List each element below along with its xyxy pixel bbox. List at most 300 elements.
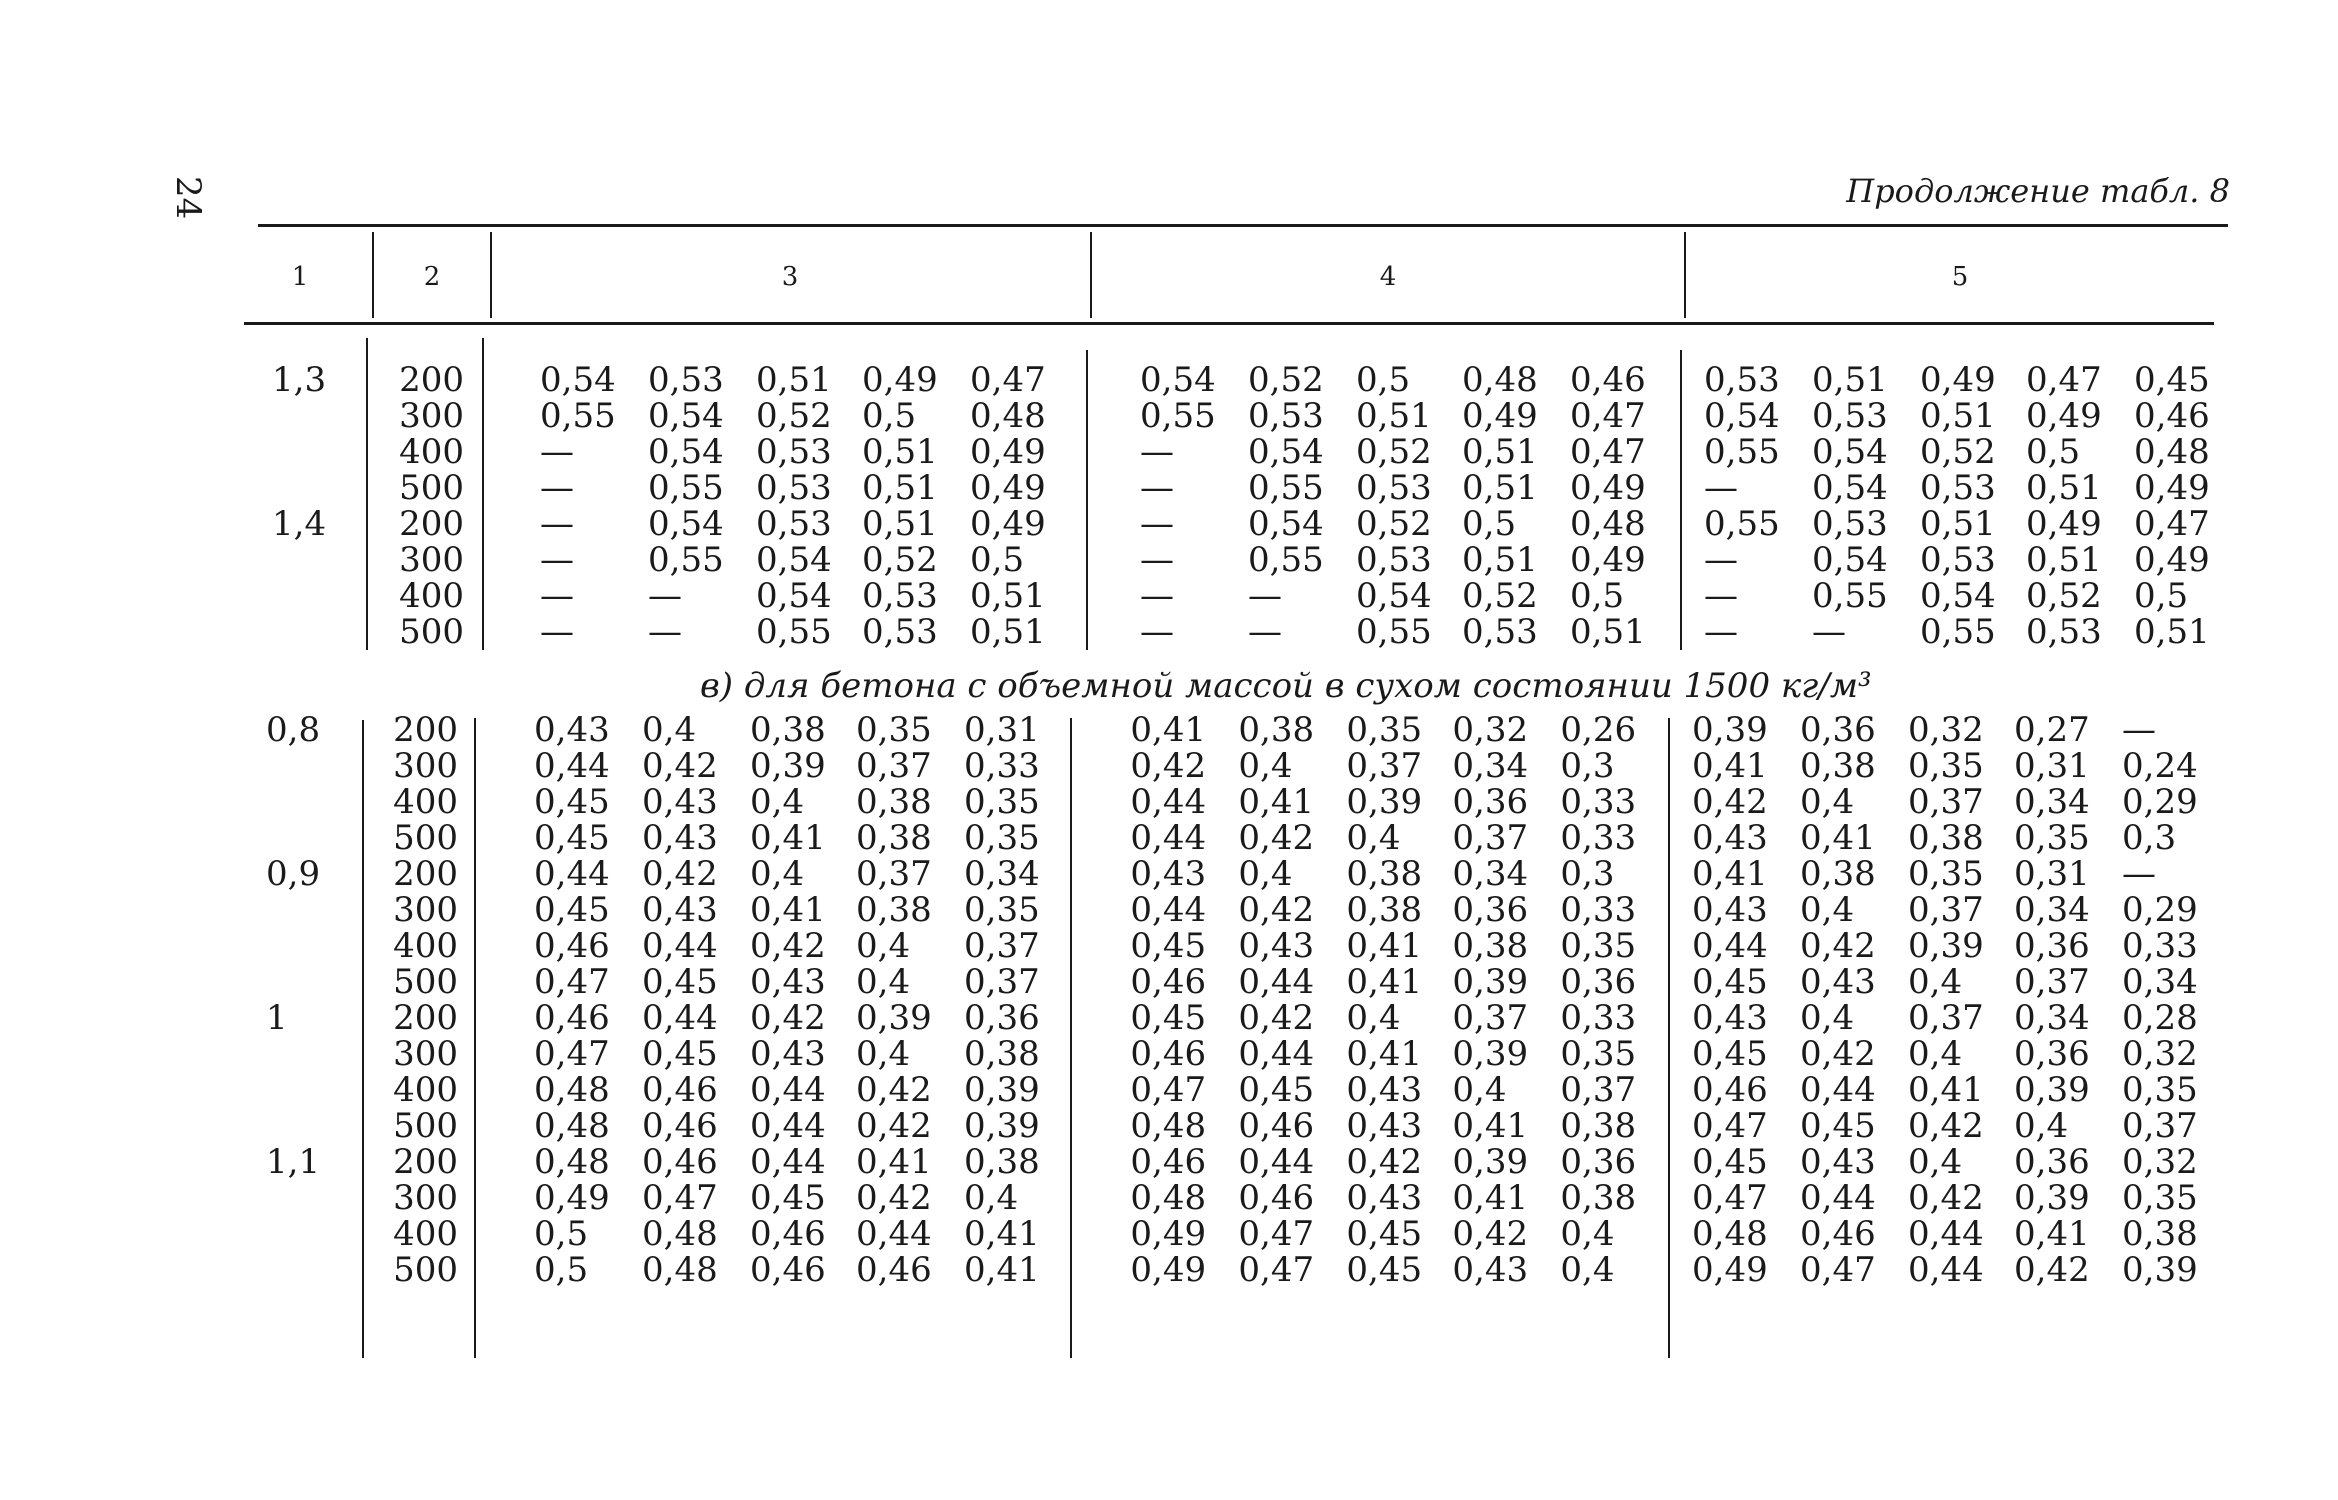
value-cell: 0,4 (1560, 1250, 1615, 1290)
body-sep-1c (362, 720, 364, 1358)
value-cell: 0,43 (1692, 998, 1768, 1038)
value-cell: 0,34 (2014, 890, 2090, 930)
value-cell: 0,35 (1560, 926, 1637, 966)
value-cell: 0,4 (1346, 818, 1401, 858)
header-col-5: 5 (1951, 262, 1969, 292)
value-cell: 0,51 (1920, 396, 1996, 436)
value-cell: 0,41 (1692, 854, 1768, 894)
value-cell: 0,51 (862, 432, 938, 472)
value-cell: 0,55 (1920, 612, 1996, 652)
value-cell: 0,46 (642, 1070, 718, 1110)
value-cell: 0,48 (642, 1250, 718, 1290)
value-cell: 0,38 (1560, 1106, 1637, 1146)
value-cell: 0,52 (1462, 576, 1538, 616)
value-cell: 0,37 (1452, 818, 1529, 858)
value-cell: 0,35 (2014, 818, 2090, 858)
value-cell: 0,46 (642, 1142, 718, 1182)
value-cell: 0,43 (1346, 1070, 1423, 1110)
value-cell: 0,46 (856, 1250, 932, 1290)
value-cell: 0,43 (642, 818, 718, 858)
body-sep-4c (1668, 718, 1670, 1358)
value-cell: 0,48 (1130, 1106, 1207, 1146)
value-cell: 0,42 (1800, 926, 1876, 966)
value-cell: — (1248, 612, 1282, 652)
value-cell: 0,42 (1130, 746, 1207, 786)
value-cell: 0,43 (1238, 926, 1315, 966)
value-cell: 0,49 (2134, 468, 2210, 508)
value-cell: 0,38 (964, 1034, 1040, 1074)
value-cell: 0,36 (1560, 1142, 1637, 1182)
value-cell: 0,51 (1462, 468, 1538, 508)
value-cell: 0,46 (2134, 396, 2210, 436)
header-top-rule (258, 224, 2228, 227)
pressure-value: 400 (393, 1214, 458, 1254)
value-cell: 0,44 (1908, 1214, 1984, 1254)
value-cell: 0,38 (1800, 746, 1876, 786)
value-cell: 0,44 (1130, 890, 1207, 930)
value-cell: 0,46 (1570, 360, 1646, 400)
value-cell: 0,41 (1346, 1034, 1423, 1074)
value-cell: 0,41 (964, 1250, 1040, 1290)
value-cell: — (2122, 854, 2156, 894)
value-cell: 0,53 (2026, 612, 2102, 652)
value-cell: 0,41 (1346, 926, 1423, 966)
value-cell: 0,4 (1238, 854, 1293, 894)
value-cell: 0,52 (1248, 360, 1324, 400)
group-label: 1,4 (272, 504, 327, 544)
value-cell: 0,41 (750, 890, 826, 930)
value-cell: 0,47 (1692, 1106, 1768, 1146)
value-cell: 0,51 (1812, 360, 1888, 400)
value-cell: 0,53 (756, 504, 832, 544)
value-cell: 0,49 (1462, 396, 1538, 436)
value-cell: 0,45 (1130, 926, 1207, 966)
value-cell: 0,4 (964, 1178, 1019, 1218)
value-cell: 0,42 (856, 1178, 932, 1218)
value-cell: — (1812, 612, 1846, 652)
value-cell: 0,37 (964, 962, 1040, 1002)
value-cell: 0,38 (1346, 854, 1423, 894)
value-cell: 0,41 (1692, 746, 1768, 786)
value-cell: — (540, 504, 574, 544)
body-sep-1b (366, 338, 368, 650)
value-cell: 0,35 (1560, 1034, 1637, 1074)
group-label: 1,1 (266, 1142, 321, 1182)
value-cell: 0,36 (964, 998, 1040, 1038)
value-cell: — (648, 612, 682, 652)
value-cell: 0,49 (1570, 468, 1646, 508)
value-cell: 0,43 (534, 710, 610, 750)
value-cell: 0,5 (1462, 504, 1517, 544)
value-cell: 0,44 (642, 926, 718, 966)
value-cell: — (540, 432, 574, 472)
value-cell: 0,46 (1130, 1142, 1207, 1182)
value-cell: 0,31 (2014, 854, 2090, 894)
value-cell: 0,33 (1560, 998, 1637, 1038)
pressure-value: 500 (393, 962, 458, 1002)
value-cell: 0,5 (2134, 576, 2189, 616)
value-cell: 0,37 (1346, 746, 1423, 786)
pressure-value: 300 (393, 890, 458, 930)
value-cell: 0,39 (856, 998, 932, 1038)
value-cell: 0,47 (1800, 1250, 1876, 1290)
value-cell: 0,53 (1356, 540, 1432, 580)
value-cell: 0,39 (1908, 926, 1984, 966)
table-caption: Продолжение табл. 8 (1846, 172, 2230, 210)
value-cell: 0,39 (2014, 1070, 2090, 1110)
value-cell: 0,38 (750, 710, 826, 750)
value-cell: 0,49 (1920, 360, 1996, 400)
pressure-value: 400 (393, 1070, 458, 1110)
value-cell: 0,37 (856, 854, 932, 894)
value-cell: 0,32 (1452, 710, 1529, 750)
pressure-value: 500 (393, 818, 458, 858)
value-cell: 0,42 (1238, 890, 1315, 930)
pressure-value: 200 (399, 504, 464, 544)
value-cell: 0,38 (1238, 710, 1315, 750)
value-cell: — (1140, 468, 1174, 508)
pressure-value: 300 (393, 1034, 458, 1074)
value-cell: 0,47 (2026, 360, 2102, 400)
value-cell: 0,45 (1692, 1034, 1768, 1074)
value-cell: 0,45 (534, 818, 610, 858)
value-cell: 0,39 (1346, 782, 1423, 822)
value-cell: — (1140, 576, 1174, 616)
value-cell: 0,35 (1908, 854, 1984, 894)
value-cell: 0,46 (1238, 1106, 1315, 1146)
value-cell: 0,45 (534, 782, 610, 822)
pressure-value: 200 (393, 1142, 458, 1182)
value-cell: 0,39 (1452, 962, 1529, 1002)
value-cell: 0,5 (862, 396, 917, 436)
value-cell: 0,55 (648, 540, 724, 580)
header-col-2: 2 (423, 262, 441, 292)
value-cell: 0,52 (862, 540, 938, 580)
value-cell: 0,43 (642, 890, 718, 930)
value-cell: 0,34 (2014, 998, 2090, 1038)
value-cell: 0,47 (1570, 432, 1646, 472)
pressure-value: 400 (393, 782, 458, 822)
value-cell: 0,5 (1356, 360, 1411, 400)
value-cell: 0,35 (964, 818, 1040, 858)
value-cell: 0,45 (1238, 1070, 1315, 1110)
value-cell: 0,42 (1238, 998, 1315, 1038)
group-label: 1 (266, 998, 288, 1038)
value-cell: 0,55 (1812, 576, 1888, 616)
value-cell: 0,37 (856, 746, 932, 786)
value-cell: 0,49 (1130, 1214, 1207, 1254)
value-cell: 0,31 (964, 710, 1040, 750)
value-cell: 0,5 (1570, 576, 1625, 616)
value-cell: 0,47 (534, 1034, 610, 1074)
value-cell: 0,35 (2122, 1070, 2198, 1110)
value-cell: — (1140, 612, 1174, 652)
value-cell: 0,44 (1238, 962, 1315, 1002)
value-cell: 0,29 (2122, 890, 2198, 930)
value-cell: 0,28 (2122, 998, 2198, 1038)
value-cell: 0,47 (1238, 1250, 1315, 1290)
value-cell: 0,39 (964, 1106, 1040, 1146)
value-cell: 0,35 (964, 782, 1040, 822)
pressure-value: 300 (393, 1178, 458, 1218)
pressure-value: 200 (393, 710, 458, 750)
value-cell: 0,27 (2014, 710, 2090, 750)
value-cell: 0,32 (2122, 1034, 2198, 1074)
value-cell: 0,41 (1908, 1070, 1984, 1110)
body-sep-2c (474, 718, 476, 1358)
value-cell: 0,48 (970, 396, 1046, 436)
value-cell: 0,45 (1692, 1142, 1768, 1182)
value-cell: 0,47 (1692, 1178, 1768, 1218)
value-cell: 0,46 (1130, 962, 1207, 1002)
pressure-value: 400 (399, 432, 464, 472)
value-cell: 0,48 (2134, 432, 2210, 472)
value-cell: 0,52 (1356, 504, 1432, 544)
value-cell: 0,4 (1238, 746, 1293, 786)
value-cell: 0,54 (1140, 360, 1216, 400)
value-cell: 0,54 (1248, 504, 1324, 544)
value-cell: 0,41 (2014, 1214, 2090, 1254)
value-cell: 0,5 (970, 540, 1025, 580)
value-cell: 0,41 (856, 1142, 932, 1182)
value-cell: 0,49 (970, 432, 1046, 472)
value-cell: 0,4 (642, 710, 697, 750)
value-cell: 0,53 (1920, 468, 1996, 508)
value-cell: 0,53 (1812, 504, 1888, 544)
value-cell: 0,53 (1704, 360, 1780, 400)
pressure-value: 300 (399, 396, 464, 436)
value-cell: 0,43 (1346, 1106, 1423, 1146)
value-cell: 0,36 (2014, 926, 2090, 966)
value-cell: 0,48 (1462, 360, 1538, 400)
value-cell: 0,37 (1560, 1070, 1637, 1110)
value-cell: 0,51 (970, 576, 1046, 616)
value-cell: 0,39 (1452, 1034, 1529, 1074)
value-cell: 0,39 (1692, 710, 1768, 750)
value-cell: 0,46 (1130, 1034, 1207, 1074)
value-cell: 0,36 (1452, 782, 1529, 822)
pressure-value: 200 (393, 854, 458, 894)
pressure-value: 300 (393, 746, 458, 786)
value-cell: 0,43 (1452, 1250, 1529, 1290)
value-cell: 0,4 (856, 926, 911, 966)
value-cell: 0,47 (642, 1178, 718, 1218)
value-cell: 0,49 (1692, 1250, 1768, 1290)
value-cell: 0,4 (1560, 1214, 1615, 1254)
value-cell: 0,51 (862, 468, 938, 508)
value-cell: — (1704, 576, 1738, 616)
value-cell: 0,55 (540, 396, 616, 436)
value-cell: 0,55 (1248, 540, 1324, 580)
value-cell: 0,41 (750, 818, 826, 858)
value-cell: 0,35 (1908, 746, 1984, 786)
value-cell: 0,3 (1560, 746, 1615, 786)
value-cell: 0,51 (1570, 612, 1646, 652)
value-cell: 0,32 (2122, 1142, 2198, 1182)
value-cell: 0,43 (1346, 1178, 1423, 1218)
value-cell: 0,51 (1920, 504, 1996, 544)
value-cell: 0,37 (1452, 998, 1529, 1038)
value-cell: 0,37 (964, 926, 1040, 966)
value-cell: 0,46 (534, 998, 610, 1038)
value-cell: 0,45 (534, 890, 610, 930)
value-cell: 0,45 (1346, 1214, 1423, 1254)
value-cell: 0,42 (642, 854, 718, 894)
value-cell: 0,4 (1908, 1034, 1963, 1074)
value-cell: 0,52 (756, 396, 832, 436)
value-cell: 0,5 (2026, 432, 2081, 472)
value-cell: — (1248, 576, 1282, 616)
header-sep-1 (372, 232, 374, 318)
value-cell: 0,47 (2134, 504, 2210, 544)
header-col-3: 3 (781, 262, 799, 292)
value-cell: 0,55 (1248, 468, 1324, 508)
value-cell: 0,38 (964, 1142, 1040, 1182)
value-cell: 0,42 (1238, 818, 1315, 858)
value-cell: 0,34 (1452, 854, 1529, 894)
value-cell: 0,54 (540, 360, 616, 400)
value-cell: 0,44 (1130, 782, 1207, 822)
header-col-4: 4 (1379, 262, 1397, 292)
value-cell: — (540, 540, 574, 580)
value-cell: 0,42 (1908, 1106, 1984, 1146)
value-cell: 0,55 (1356, 612, 1432, 652)
value-cell: 0,5 (534, 1250, 589, 1290)
value-cell: 0,44 (856, 1214, 932, 1254)
value-cell: 0,42 (1692, 782, 1768, 822)
value-cell: 0,42 (856, 1106, 932, 1146)
value-cell: 0,53 (1248, 396, 1324, 436)
value-cell: 0,36 (2014, 1142, 2090, 1182)
value-cell: 0,55 (1704, 432, 1780, 472)
value-cell: 0,49 (1570, 540, 1646, 580)
value-cell: 0,43 (750, 1034, 826, 1074)
value-cell: 0,46 (534, 926, 610, 966)
page-number: 24 (168, 176, 208, 220)
value-cell: 0,46 (1238, 1178, 1315, 1218)
value-cell: 0,39 (2014, 1178, 2090, 1218)
pressure-value: 400 (399, 576, 464, 616)
value-cell: 0,41 (1238, 782, 1315, 822)
value-cell: 0,35 (1346, 710, 1423, 750)
value-cell: 0,46 (750, 1214, 826, 1254)
value-cell: 0,54 (756, 576, 832, 616)
value-cell: 0,37 (1908, 782, 1984, 822)
value-cell: 0,53 (1920, 540, 1996, 580)
value-cell: 0,42 (2014, 1250, 2090, 1290)
value-cell: 0,54 (1812, 432, 1888, 472)
value-cell: 0,43 (1692, 818, 1768, 858)
value-cell: 0,39 (750, 746, 826, 786)
value-cell: 0,48 (642, 1214, 718, 1254)
value-cell: 0,42 (1908, 1178, 1984, 1218)
value-cell: 0,51 (756, 360, 832, 400)
value-cell: 0,41 (1452, 1106, 1529, 1146)
value-cell: 0,4 (1452, 1070, 1507, 1110)
value-cell: 0,46 (642, 1106, 718, 1146)
pressure-value: 400 (393, 926, 458, 966)
value-cell: — (540, 468, 574, 508)
value-cell: 0,4 (1800, 998, 1855, 1038)
value-cell: 0,53 (1812, 396, 1888, 436)
value-cell: 0,48 (534, 1070, 610, 1110)
value-cell: 0,38 (856, 890, 932, 930)
value-cell: 0,33 (2122, 926, 2198, 966)
value-cell: 0,37 (2014, 962, 2090, 1002)
value-cell: 0,37 (1908, 890, 1984, 930)
value-cell: 0,43 (1800, 1142, 1876, 1182)
value-cell: 0,54 (1704, 396, 1780, 436)
value-cell: 0,41 (1800, 818, 1876, 858)
value-cell: 0,42 (856, 1070, 932, 1110)
value-cell: 0,43 (1692, 890, 1768, 930)
value-cell: 0,51 (2026, 540, 2102, 580)
value-cell: 0,54 (648, 504, 724, 544)
value-cell: 0,44 (534, 746, 610, 786)
value-cell: 0,4 (856, 1034, 911, 1074)
value-cell: 0,35 (856, 710, 932, 750)
value-cell: 0,49 (862, 360, 938, 400)
value-cell: 0,54 (1812, 468, 1888, 508)
value-cell: 0,4 (750, 854, 805, 894)
section-c-title: в) для бетона с объемной массой в сухом состоянии 1500 кг/м³ (700, 666, 1872, 706)
value-cell: 0,41 (1452, 1178, 1529, 1218)
value-cell: 0,45 (1346, 1250, 1423, 1290)
value-cell: 0,44 (1800, 1070, 1876, 1110)
value-cell: 0,44 (1238, 1034, 1315, 1074)
value-cell: 0,53 (1356, 468, 1432, 508)
value-cell: 0,44 (1238, 1142, 1315, 1182)
header-sep-3 (1090, 232, 1092, 318)
value-cell: — (540, 612, 574, 652)
value-cell: 0,48 (1130, 1178, 1207, 1218)
value-cell: 0,55 (1140, 396, 1216, 436)
value-cell: 0,38 (1560, 1178, 1637, 1218)
value-cell: 0,52 (1920, 432, 1996, 472)
value-cell: 0,43 (642, 782, 718, 822)
value-cell: 0,48 (534, 1142, 610, 1182)
value-cell: 0,32 (1908, 710, 1984, 750)
value-cell: 0,42 (750, 998, 826, 1038)
value-cell: 0,47 (1130, 1070, 1207, 1110)
value-cell: — (1140, 504, 1174, 544)
value-cell: 0,34 (2014, 782, 2090, 822)
value-cell: — (2122, 710, 2156, 750)
value-cell: 0,3 (1560, 854, 1615, 894)
value-cell: — (540, 576, 574, 616)
value-cell: 0,45 (1692, 962, 1768, 1002)
value-cell: 0,53 (1462, 612, 1538, 652)
value-cell: 0,41 (1346, 962, 1423, 1002)
value-cell: — (1704, 468, 1738, 508)
value-cell: 0,51 (1462, 432, 1538, 472)
value-cell: 0,38 (1452, 926, 1529, 966)
value-cell: 0,42 (1346, 1142, 1423, 1182)
group-label: 1,3 (272, 360, 327, 400)
value-cell: 0,4 (1908, 1142, 1963, 1182)
value-cell: 0,24 (2122, 746, 2198, 786)
value-cell: 0,48 (534, 1106, 610, 1146)
value-cell: 0,53 (648, 360, 724, 400)
value-cell: 0,51 (1356, 396, 1432, 436)
pressure-value: 500 (399, 612, 464, 652)
value-cell: 0,47 (1238, 1214, 1315, 1254)
value-cell: 0,4 (2014, 1106, 2069, 1146)
value-cell: 0,44 (750, 1106, 826, 1146)
value-cell: 0,39 (2122, 1250, 2198, 1290)
value-cell: 0,36 (1560, 962, 1637, 1002)
body-sep-2b (482, 338, 484, 650)
